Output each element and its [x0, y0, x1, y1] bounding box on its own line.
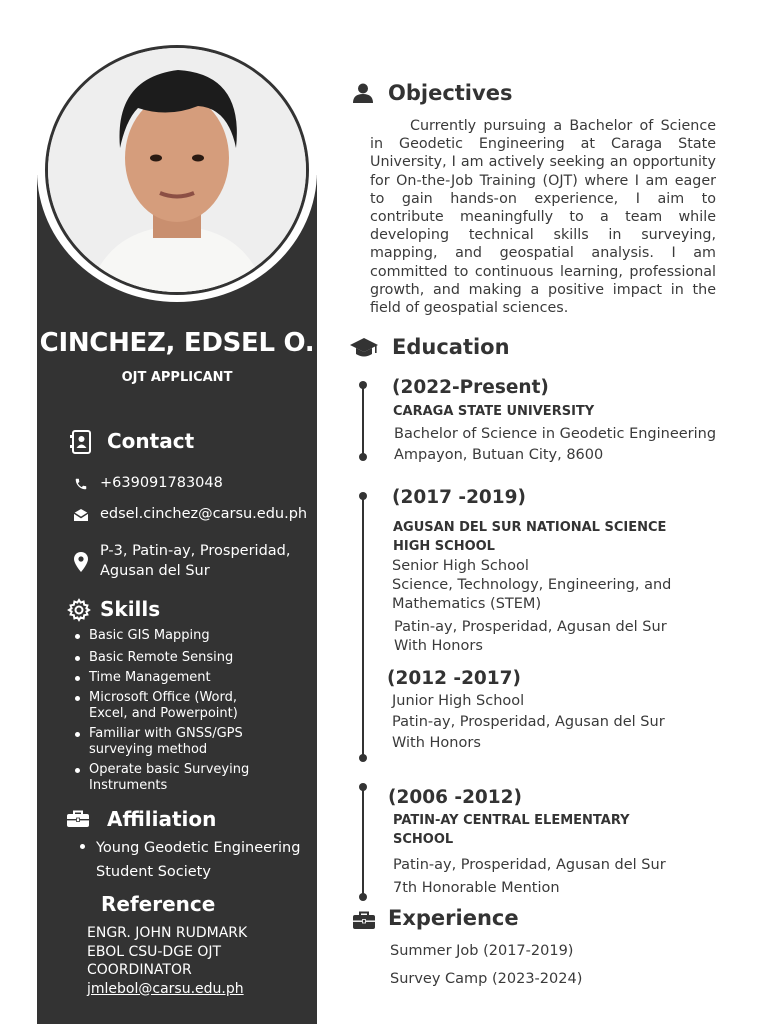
education-detail-line: Ampayon, Butuan City, 8600: [394, 447, 604, 463]
timeline-dot: [359, 492, 367, 500]
contact-address: [100, 541, 290, 581]
education-heading: Education: [392, 335, 510, 359]
experience-item: Survey Camp (2023-2024): [390, 971, 583, 987]
education-detail-line: Patin-ay, Prosperidad, Agusan del Sur: [394, 619, 667, 635]
mail-icon: [73, 507, 89, 526]
timeline-dot: [359, 381, 367, 389]
contact-heading: Contact: [107, 429, 195, 453]
contact-card-icon: [70, 430, 92, 458]
reference-line: ENGR. JOHN RUDMARK: [87, 925, 248, 941]
education-years: (2017 -2019): [392, 487, 527, 508]
experience-heading: Experience: [388, 906, 519, 930]
education-detail-line: With Honors: [392, 735, 481, 751]
applicant-role: OJT APPLICANT: [121, 370, 233, 385]
objectives-heading: Objectives: [388, 81, 513, 105]
education-detail-line: Senior High School: [392, 558, 529, 574]
skill-item: Basic Remote Sensing: [73, 650, 273, 666]
profile-photo: [45, 45, 309, 295]
timeline-line: [362, 788, 364, 898]
timeline-dot: [359, 453, 367, 461]
timeline-dot: [359, 754, 367, 762]
education-years: (2022-Present): [392, 377, 549, 398]
timeline-dot: [359, 893, 367, 901]
contact-phone[interactable]: +639091783048: [100, 475, 223, 491]
skill-item: Operate basic Surveying Instruments: [73, 762, 254, 794]
education-school: CARAGA STATE UNIVERSITY: [393, 404, 595, 419]
education-details: [393, 854, 666, 900]
timeline-dot: [359, 783, 367, 791]
education-detail-line: Science, Technology, Engineering, and: [392, 577, 672, 593]
location-pin-icon: [74, 552, 88, 576]
timeline-line: [362, 386, 364, 458]
education-school: [393, 519, 666, 556]
experience-item: Summer Job (2017-2019): [390, 943, 574, 959]
timeline-line: [362, 497, 364, 759]
education-detail-line: Patin-ay, Prosperidad, Agusan del Sur: [393, 857, 666, 873]
applicant-name: CINCHEZ, EDSEL O.: [39, 328, 315, 358]
affiliation-list: [80, 836, 302, 884]
education-details: [392, 691, 665, 754]
affiliation-bullet: [80, 844, 85, 849]
education-years: (2012 -2017): [387, 668, 522, 689]
education-detail-line: Mathematics (STEM): [392, 596, 542, 612]
education-details: [394, 424, 716, 466]
school-line: SCHOOL: [393, 831, 454, 847]
affiliation-item: Young Geodetic Engineering Student Society: [96, 840, 301, 880]
skill-item: Time Management: [73, 670, 273, 686]
education-years: (2006 -2012): [388, 787, 523, 808]
education-details: [394, 618, 667, 656]
education-school: [393, 812, 630, 849]
reference-block: [87, 924, 247, 998]
address-line-2: Agusan del Sur: [100, 563, 210, 579]
education-detail-line: 7th Honorable Mention: [393, 880, 560, 896]
skill-item: Familiar with GNSS/GPS surveying method: [73, 726, 249, 758]
skill-item: Microsoft Office (Word, Excel, and Powerpoint): [73, 690, 239, 722]
school-line: HIGH SCHOOL: [393, 538, 495, 554]
gear-icon: [67, 598, 91, 626]
phone-icon: [74, 476, 88, 495]
objective-text: Currently pursuing a Bachelor of Science in Geodetic Engineering at Caraga State University, I am actively seeking an opportunity for On-the-Job Training (OJT) where I am eager to gain hands-on experience, I aim to contribute meaningfully to a team while developing technical skills in surveying, mapping, and geospatial analysis. I am committed to continuous learning, professional growth, and making a positive impact in the field of geospatial sciences.: [370, 118, 716, 317]
school-line: PATIN-AY CENTRAL ELEMENTARY: [393, 813, 630, 828]
graduation-cap-icon: [350, 337, 378, 363]
reference-line: EBOL CSU-DGE OJT: [87, 943, 222, 960]
affiliation-heading: Affiliation: [107, 807, 217, 831]
education-details: [392, 557, 671, 614]
user-icon: [353, 83, 373, 107]
address-line-1: P-3, Patin-ay, Prosperidad,: [100, 543, 291, 559]
reference-line: COORDINATOR: [87, 962, 192, 978]
skill-item: Basic GIS Mapping: [73, 628, 273, 644]
education-detail-line: Junior High School: [392, 693, 525, 709]
briefcase-icon: [352, 911, 376, 934]
school-line: AGUSAN DEL SUR NATIONAL SCIENCE: [393, 520, 667, 535]
briefcase-icon: [66, 810, 90, 832]
skills-heading: Skills: [100, 597, 161, 621]
skills-list: [73, 628, 273, 794]
reference-heading: Reference: [101, 892, 216, 916]
education-detail-line: Bachelor of Science in Geodetic Engineering: [394, 426, 717, 442]
contact-email[interactable]: edsel.cinchez@carsu.edu.ph: [100, 506, 308, 522]
reference-email[interactable]: jmlebol@carsu.edu.ph: [87, 980, 244, 997]
education-detail-line: Patin-ay, Prosperidad, Agusan del Sur: [392, 714, 665, 730]
education-detail-line: With Honors: [394, 638, 483, 654]
